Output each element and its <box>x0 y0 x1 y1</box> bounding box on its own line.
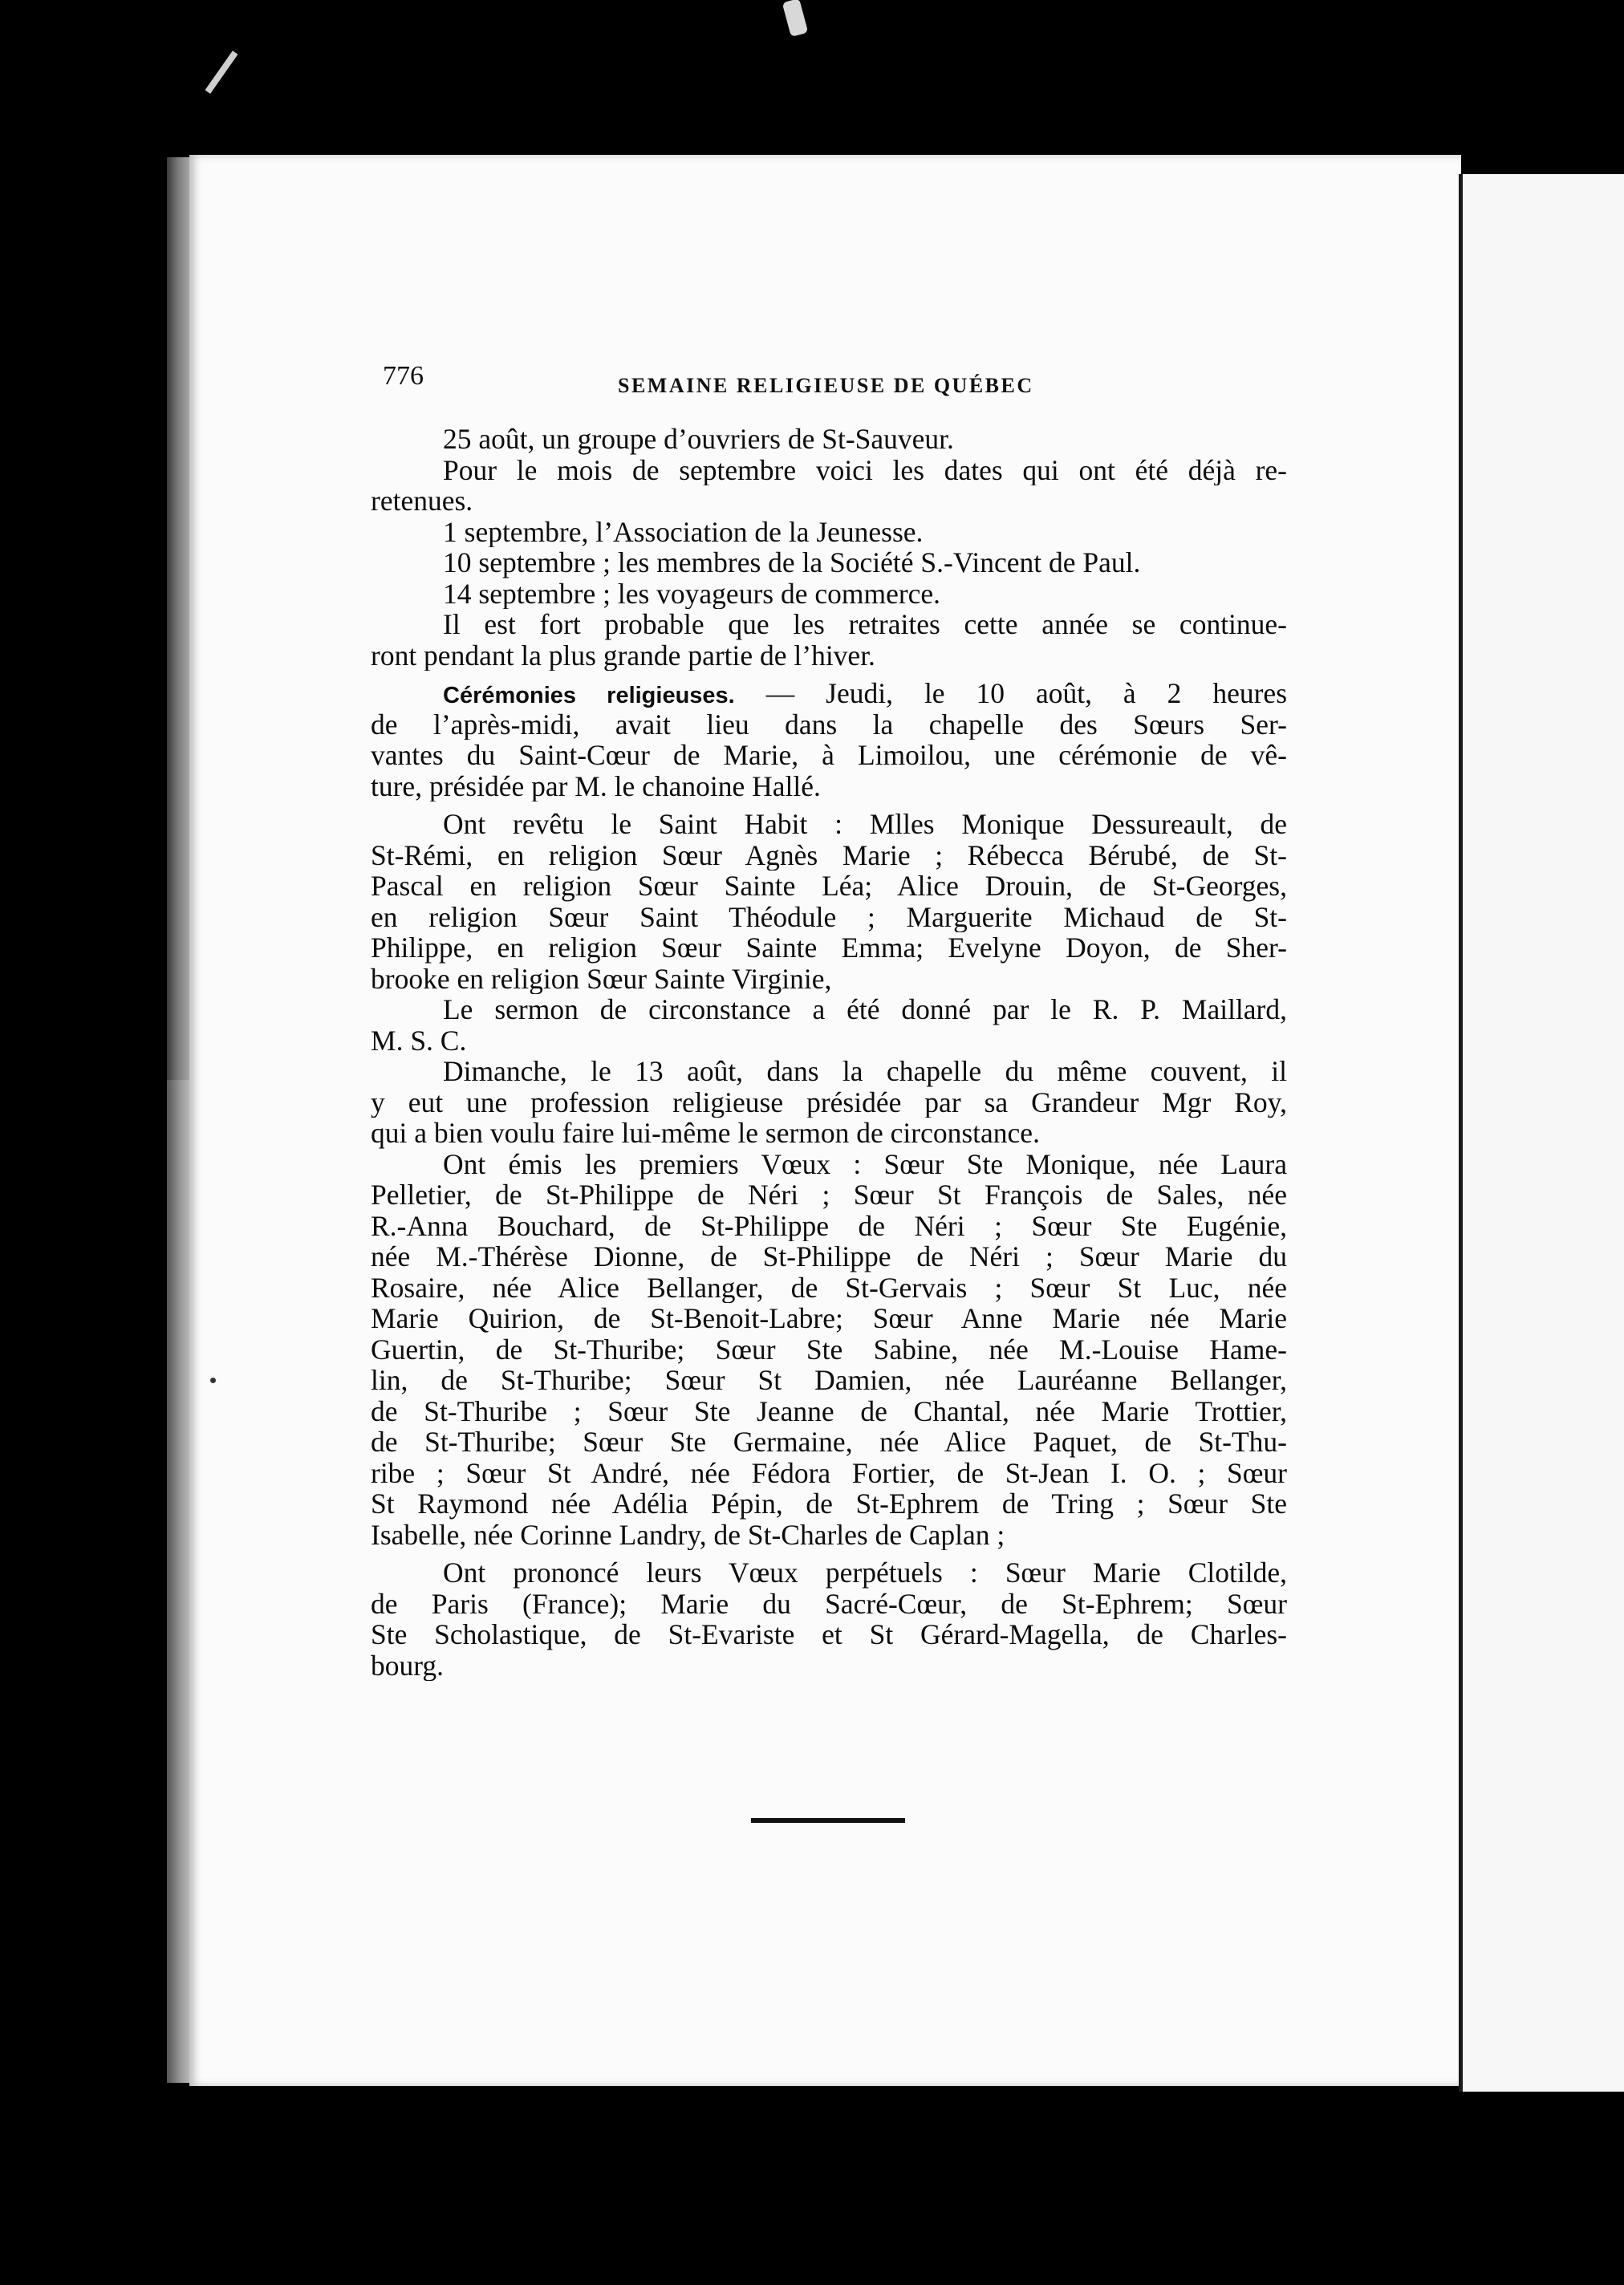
text-line: de St-Thuribe; Sœur Ste Germaine, née Alice Paquet, de St-Thu- <box>371 1427 1287 1458</box>
text-line: lin, de St-Thuribe; Sœur St Damien, née Lauréanne Bellanger, <box>371 1365 1287 1396</box>
end-rule <box>751 1818 905 1823</box>
text-line: Isabelle, née Corinne Landry, de St-Charles de Caplan ; <box>371 1519 1005 1550</box>
text-line: née M.-Thérèse Dionne, de St-Philippe de Néri ; Sœur Marie du <box>371 1241 1287 1272</box>
text-line: Ont prononcé leurs Vœux perpétuels : Sœur Marie Clotilde, <box>443 1557 1287 1589</box>
margin-mark <box>210 1378 216 1383</box>
text-line: Guertin, de St-Thuribe; Sœur Ste Sabine, née M.-Louise Hame- <box>371 1333 1287 1365</box>
text-line: Dimanche, le 13 août, dans la chapelle du même couvent, il <box>443 1056 1287 1087</box>
text-line: de Paris (France); Marie du Sacré-Cœur, de St-Ephrem; Sœur <box>371 1588 1287 1619</box>
text-line: de St-Thuribe ; Sœur Ste Jeanne de Chantal, née Marie Trottier, <box>371 1395 1287 1427</box>
text-line: ront pendant la plus grande partie de l’hiver. <box>371 639 875 671</box>
text-line: 10 septembre ; les membres de la Société S.-Vincent de Paul. <box>443 547 1141 578</box>
text-line: Pour le mois de septembre voici les dates qui ont été déjà re- <box>443 454 1287 485</box>
text-line: bourg. <box>371 1650 445 1681</box>
journal-title: SEMAINE RELIGIEUSE DE QUÉBEC <box>618 374 1034 397</box>
text-line: 14 septembre ; les voyageurs de commerce. <box>443 578 941 609</box>
text-line: vantes du Saint-Cœur de Marie, à Limoilou, une cérémonie de vê- <box>371 740 1287 771</box>
text-line: Le sermon de circonstance a été donné par le R. P. Maillard, <box>443 994 1287 1025</box>
text-line: retenues. <box>371 485 473 517</box>
text-line: St Raymond née Adélia Pépin, de St-Ephrem de Tring ; Sœur Ste <box>371 1488 1287 1520</box>
page-number: 776 <box>383 361 424 391</box>
text-line: ribe ; Sœur St André, née Fédora Fortier, de St-Jean I. O. ; Sœur <box>371 1457 1287 1488</box>
text-line: Il est fort probable que les retraites cette année se continue- <box>443 609 1287 640</box>
text-line: ture, présidée par M. le chanoine Hallé. <box>371 770 821 802</box>
section-headword: Cérémonies religieuses. <box>443 683 735 708</box>
text-line: Ont revêtu le Saint Habit : Mlles Monique Dessureault, de <box>443 809 1287 840</box>
facing-page-edge <box>1463 174 1624 2092</box>
text-line: Ont émis les premiers Vœux : Sœur Ste Monique, née Laura <box>443 1148 1287 1179</box>
text-line: St-Rémi, en religion Sœur Agnès Marie ; Rébecca Bérubé, de St- <box>371 839 1287 871</box>
text-line: de l’après-midi, avait lieu dans la chapelle des Sœurs Ser- <box>371 708 1287 740</box>
text-line: 25 août, un groupe d’ouvriers de St-Sauveur. <box>443 424 954 455</box>
text-line: qui a bien voulu faire lui-même le sermon de circonstance. <box>371 1118 1040 1149</box>
text-line: M. S. C. <box>371 1025 467 1056</box>
text-line: Philippe, en religion Sœur Sainte Emma; Evelyne Doyon, de Sher- <box>371 932 1287 964</box>
text-line: y eut une profession religieuse présidée par sa Grandeur Mgr Roy, <box>371 1086 1287 1118</box>
section-opening-line <box>371 678 1287 709</box>
text-line: brooke en religion Sœur Sainte Virginie, <box>371 963 832 994</box>
text-line: R.-Anna Bouchard, de St-Philippe de Néri ; Sœur Ste Eugénie, <box>371 1210 1287 1241</box>
running-head <box>383 361 1297 409</box>
text-line: Rosaire, née Alice Bellanger, de St-Gervais ; Sœur St Luc, née <box>371 1272 1287 1303</box>
article-text <box>371 424 1287 1681</box>
text-line: en religion Sœur Saint Théodule ; Marguerite Michaud de St- <box>371 901 1287 932</box>
text-line: Marie Quirion, de St-Benoit-Labre; Sœur Anne Marie née Marie <box>371 1303 1287 1334</box>
text-fragment: — Jeudi, le 10 août, à 2 heures <box>765 678 1287 709</box>
text-line: Pascal en religion Sœur Sainte Léa; Alice Drouin, de St-Georges, <box>371 871 1287 902</box>
text-line: Ste Scholastique, de St-Evariste et St Gérard-Magella, de Charles- <box>371 1619 1287 1650</box>
text-line: Pelletier, de St-Philippe de Néri ; Sœur St François de Sales, née <box>371 1179 1287 1211</box>
text-line: 1 septembre, l’Association de la Jeunesse. <box>443 516 924 547</box>
